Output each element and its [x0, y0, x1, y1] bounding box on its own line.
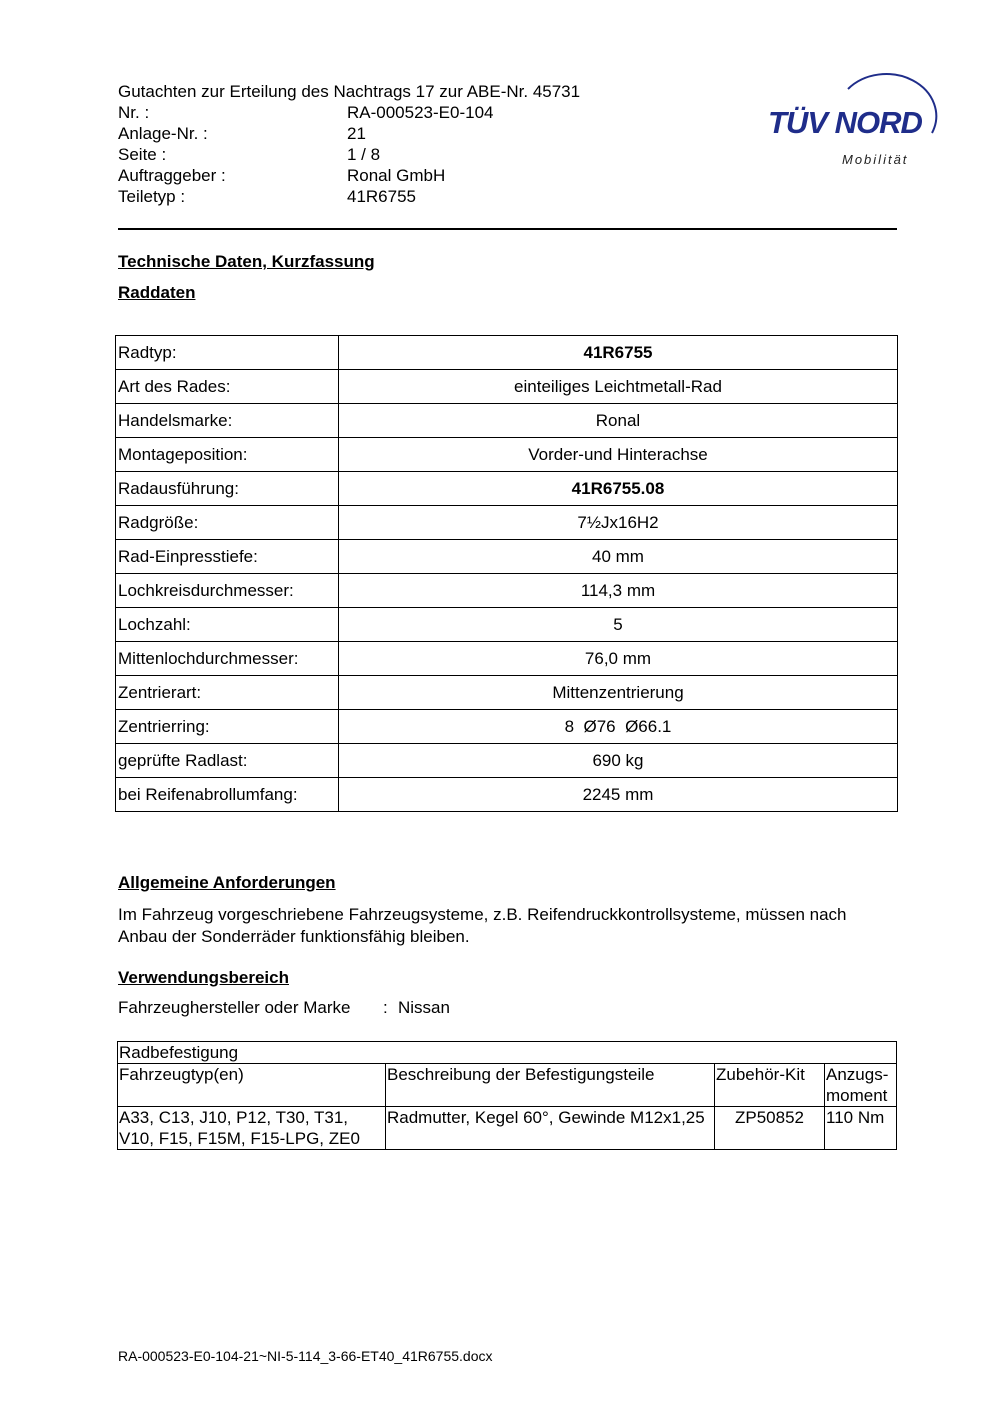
table-row: [116, 574, 898, 608]
row-value: 41R6755.08: [339, 472, 898, 506]
field-value-teiletyp: 41R6755: [347, 187, 417, 206]
row-label: Mittenlochdurchmesser:: [116, 642, 339, 676]
row-label: Radgröße:: [116, 506, 339, 540]
logo-wordmark: TÜV NORD: [768, 105, 922, 140]
hersteller-separator: :: [383, 998, 388, 1017]
table-cell: A33, C13, J10, P12, T30, T31, V10, F15, F15M, F15-LPG, ZE0: [118, 1107, 386, 1150]
table-row: [116, 404, 898, 438]
tuv-nord-logo: [760, 55, 945, 175]
row-value: 41R6755: [339, 336, 898, 370]
field-value-nr: RA-000523-E0-104: [347, 103, 494, 122]
row-value: 7½Jx16H2: [339, 506, 898, 540]
row-value: einteiliges Leichtmetall-Rad: [339, 370, 898, 404]
hersteller-label: Fahrzeughersteller oder Marke: [118, 998, 351, 1017]
document-title: Gutachten zur Erteilung des Nachtrags 17 zur ABE-Nr. 45731: [118, 82, 581, 101]
header-divider: [118, 228, 897, 230]
row-value: 40 mm: [339, 540, 898, 574]
row-value: 76,0 mm: [339, 642, 898, 676]
section-title-verwendungsbereich: Verwendungsbereich: [118, 968, 289, 987]
table-row: [116, 778, 898, 812]
row-value: Mittenzentrierung: [339, 676, 898, 710]
table-row: [118, 1107, 897, 1150]
row-label: Zentrierart:: [116, 676, 339, 710]
table-row: [116, 676, 898, 710]
column-header: Zubehör-Kit: [715, 1064, 825, 1107]
row-label: Art des Rades:: [116, 370, 339, 404]
row-value: 114,3 mm: [339, 574, 898, 608]
section-subtitle-raddaten: Raddaten: [118, 283, 196, 302]
row-label: Radausführung:: [116, 472, 339, 506]
field-label-auftraggeber: Auftraggeber :: [118, 166, 226, 185]
field-label-seite: Seite :: [118, 145, 167, 164]
radbefestigung-table: [117, 1041, 897, 1150]
column-header: Fahrzeugtyp(en): [118, 1064, 386, 1107]
field-value-seite: 1 / 8: [347, 145, 381, 164]
logo-subtitle: Mobilität: [842, 152, 909, 167]
row-value: 2245 mm: [339, 778, 898, 812]
hersteller-value: Nissan: [398, 998, 450, 1017]
table-cell: ZP50852: [715, 1107, 825, 1150]
field-label-nr: Nr. :: [118, 103, 150, 122]
field-label-teiletyp: Teiletyp :: [118, 187, 186, 206]
column-header: Anzugs-moment: [825, 1064, 897, 1107]
table-row: [116, 506, 898, 540]
row-label: Lochkreisdurchmesser:: [116, 574, 339, 608]
section-title-anforderungen: Allgemeine Anforderungen: [118, 873, 336, 892]
row-value: 690 kg: [339, 744, 898, 778]
row-label: Radtyp:: [116, 336, 339, 370]
table-header-row: [118, 1064, 897, 1107]
row-value: 8 Ø76 Ø66.1: [339, 710, 898, 744]
row-label: geprüfte Radlast:: [116, 744, 339, 778]
row-value: 5: [339, 608, 898, 642]
row-label: bei Reifenabrollumfang:: [116, 778, 339, 812]
table-row: [116, 744, 898, 778]
table-caption: Radbefestigung: [118, 1042, 897, 1064]
table-caption-row: [118, 1042, 897, 1064]
table-row: [116, 438, 898, 472]
table-row: [116, 370, 898, 404]
row-label: Lochzahl:: [116, 608, 339, 642]
column-header: Beschreibung der Befestigungsteile: [386, 1064, 715, 1107]
table-cell: Radmutter, Kegel 60°, Gewinde M12x1,25: [386, 1107, 715, 1150]
row-value: Ronal: [339, 404, 898, 438]
row-label: Handelsmarke:: [116, 404, 339, 438]
table-row: [116, 608, 898, 642]
table-row: [116, 710, 898, 744]
anforderungen-text: Im Fahrzeug vorgeschriebene Fahrzeugsysteme, z.B. Reifendruckkontrollsysteme, müssen nach Anbau der Sonderräder funktionsfähig bleiben.: [118, 905, 847, 946]
field-label-anlage: Anlage-Nr. :: [118, 124, 208, 143]
row-label: Montageposition:: [116, 438, 339, 472]
row-label: Zentrierring:: [116, 710, 339, 744]
row-value: Vorder-und Hinterachse: [339, 438, 898, 472]
table-row: [116, 642, 898, 676]
section-title-technische-daten: Technische Daten, Kurzfassung: [118, 252, 375, 271]
raddaten-table: [115, 335, 898, 812]
table-row: [116, 472, 898, 506]
table-row: [116, 540, 898, 574]
table-cell: 110 Nm: [825, 1107, 897, 1150]
field-value-anlage: 21: [347, 124, 366, 143]
footer-filename: RA-000523-E0-104-21~NI-5-114_3-66-ET40_41R6755.docx: [118, 1348, 493, 1364]
field-value-auftraggeber: Ronal GmbH: [347, 166, 446, 185]
table-row: [116, 336, 898, 370]
row-label: Rad-Einpresstiefe:: [116, 540, 339, 574]
